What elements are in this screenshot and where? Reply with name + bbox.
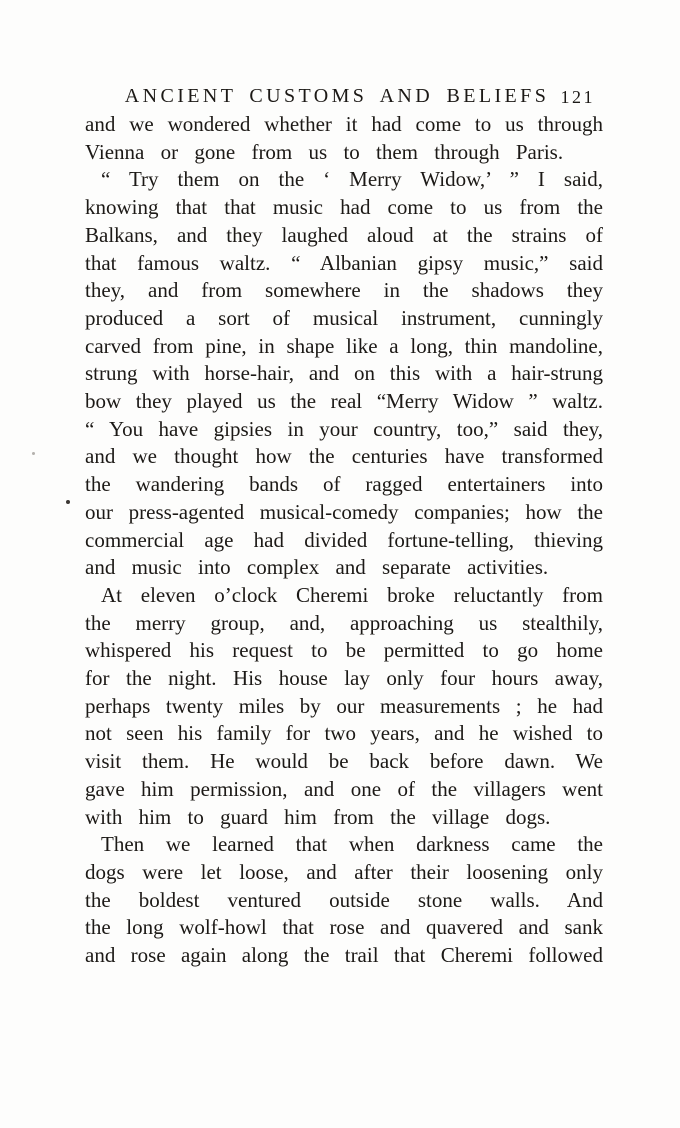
text-line: commercial age had divided fortune-telling, thieving (85, 527, 603, 552)
text-line: knowing that that music had come to us from the (85, 195, 603, 220)
text-line: for the night. His house lay only four hours away, (85, 666, 603, 691)
text-line: and rose again along the trail that Cheremi followed (85, 943, 603, 968)
text-line: “ Try them on the ‘ Merry Widow,’ ” I said, (101, 167, 603, 192)
paragraph (85, 111, 603, 166)
text-line: strung with horse-hair, and on this with a hair-strung (85, 361, 603, 386)
text-line: “ You have gipsies in your country, too,” said they, (85, 416, 603, 441)
text-line: gave him permission, and one of the villagers went (85, 776, 603, 801)
text-line: Vienna or gone from us to them through Paris. (85, 139, 564, 164)
text-line: visit them. He would be back before dawn. We (85, 749, 603, 774)
ink-speck (32, 452, 35, 455)
text-line: dogs were let loose, and after their loosening only (85, 859, 603, 884)
text-line: with him to guard him from the village dogs. (85, 804, 551, 829)
text-line: they, and from somewhere in the shadows they (85, 278, 603, 303)
text-line: At eleven o’clock Cheremi broke reluctantly from (101, 582, 603, 607)
text-line: and we thought how the centuries have transformed (85, 444, 603, 469)
paragraph (85, 582, 603, 831)
text-line: Balkans, and they laughed aloud at the strains of (85, 222, 603, 247)
text-line: bow they played us the real “Merry Widow ” waltz. (85, 389, 603, 414)
text-line: and music into complex and separate activities. (85, 555, 549, 580)
ink-speck (66, 500, 70, 504)
text-line: the merry group, and, approaching us stealthily, (85, 610, 603, 635)
running-header (85, 85, 603, 111)
text-line: our press-agented musical-comedy companies; how the (85, 499, 603, 524)
text-line: carved from pine, in shape like a long, thin mandoline, (85, 333, 603, 358)
paragraph (85, 166, 603, 582)
text-line: perhaps twenty miles by our measurements ; he had (85, 693, 603, 718)
page-title: ANCIENT CUSTOMS AND BELIEFS (124, 85, 550, 107)
text-line: produced a sort of musical instrument, cunningly (85, 305, 603, 330)
page-number: 121 (560, 87, 595, 107)
text-line: the boldest ventured outside stone walls. And (85, 887, 603, 912)
body-text (85, 111, 603, 970)
text-line: whispered his request to be permitted to go home (85, 638, 603, 663)
text-line: the wandering bands of ragged entertainers into (85, 472, 603, 497)
text-line: and we wondered whether it had come to us through (85, 112, 603, 136)
paragraph (85, 831, 603, 970)
text-line: not seen his family for two years, and he wished to (85, 721, 603, 746)
text-line: Then we learned that when darkness came the (101, 832, 603, 857)
text-line: the long wolf-howl that rose and quavered and sank (85, 915, 603, 940)
text-line: that famous waltz. “ Albanian gipsy music,” said (85, 250, 603, 275)
